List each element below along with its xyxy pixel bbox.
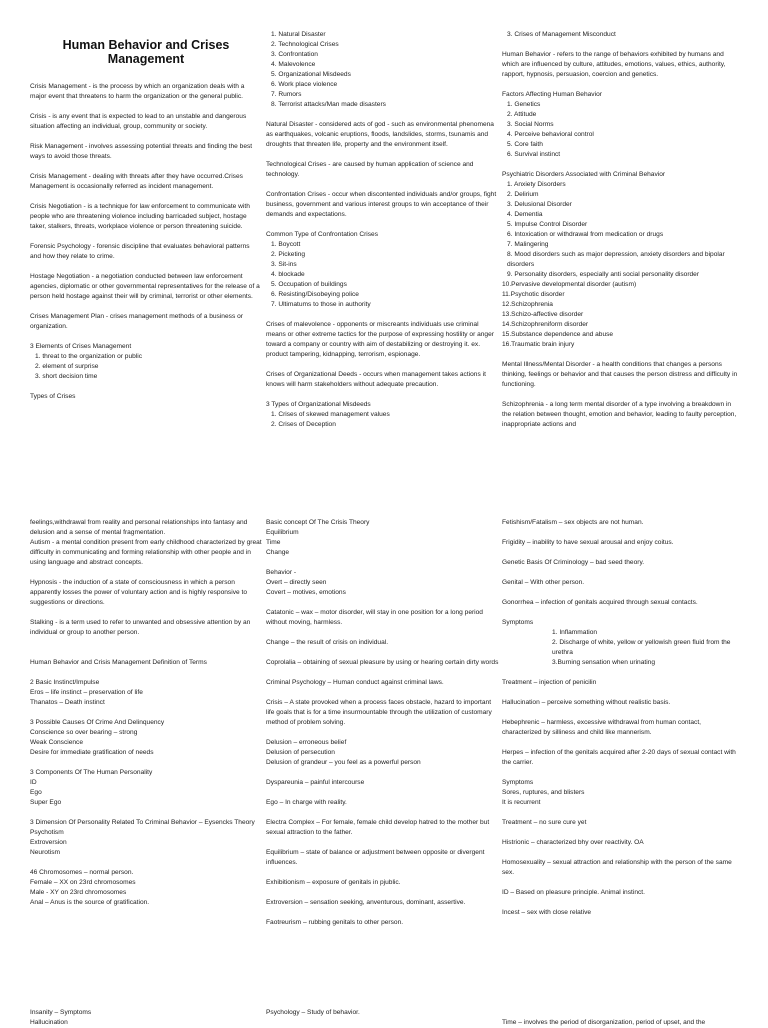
spacer (502, 768, 738, 778)
text-line: Weak Conscience (30, 739, 84, 746)
page-title: Human Behavior and Crises Management (62, 38, 230, 66)
spacer (30, 12, 262, 22)
spacer (30, 608, 262, 618)
text-line: Hostage Negotiation - a negotiation conducted between law enforcement agencies, diplomatic or other governmental representatives for the release of a person held hostage against their will by criminal, terrorist or other elements. (30, 273, 260, 300)
text-line: Faotreurism – rubbing genitals to other person. (266, 919, 404, 926)
text-line: 5. Occupation of buildings (271, 281, 347, 288)
text-line: 6. Work place violence (271, 81, 338, 88)
spacer (30, 668, 262, 678)
spacer (30, 102, 262, 112)
text-line: Dyspareunia – painful intercourse (266, 779, 365, 786)
spacer (502, 528, 738, 538)
text-line: Delusion of persecution (266, 749, 335, 756)
spacer (502, 708, 738, 718)
spacer (502, 608, 738, 618)
spacer (502, 688, 738, 698)
text-line: Symptoms (502, 619, 534, 626)
spacer (502, 668, 738, 678)
text-line: 10.Pervasive developmental disorder (autism) (502, 281, 637, 288)
text-line: 2. element of surprise (35, 363, 99, 370)
spacer (266, 360, 500, 370)
spacer (266, 688, 500, 698)
spacer (502, 80, 738, 90)
text-line: Natural Disaster - considered acts of god - such as environmental phenomena as earthquakes, volcanic eruptions, floods, landslides, storms, tsunamis and droughts that threaten life, property and the environment itself. (266, 121, 494, 148)
text-line: 8. Terrorist attacks/Man made disasters (271, 101, 386, 108)
spacer (502, 568, 738, 578)
text-line: 1. Natural Disaster (271, 31, 326, 38)
text-line: Crisis Management - dealing with threats after they have occurred.Crises Management is occasionally referred as incident management. (30, 173, 243, 190)
text-line: Ego (30, 789, 42, 796)
spacer (30, 332, 262, 342)
spacer (502, 390, 738, 400)
spacer (266, 598, 500, 608)
text-line: Sores, ruptures, and blisters (502, 789, 585, 796)
text-line: 46 Chromosomes – normal person. (30, 869, 134, 876)
spacer (30, 52, 262, 62)
text-line: Treatment – no sure cure yet (502, 819, 587, 826)
text-line: Catatonic – wax – motor disorder, will stay in one position for a long period without moving, harmless. (266, 609, 483, 626)
text-line: Gonorrhea – infection of genitals acquired through sexual contacts. (502, 599, 698, 606)
text-line: Female – XX on 23rd chromosomes (30, 879, 136, 886)
text-line: 6. Intoxication or withdrawal from medication or drugs (507, 231, 664, 238)
text-line: Treatment – injection of penicilin (502, 679, 597, 686)
text-line: 7. Malingering (507, 241, 549, 248)
text-line: Psychiatric Disorders Associated with Criminal Behavior (502, 171, 666, 178)
text-line: Basic concept Of The Crisis Theory (266, 519, 370, 526)
text-line: 3. Crises of Management Misconduct (507, 31, 616, 38)
text-line: 4. blockade (271, 271, 305, 278)
text-line: Extroversion – sensation seeking, anventurous, dominant, assertive. (266, 899, 466, 906)
spacer (266, 868, 500, 878)
spacer (266, 180, 500, 190)
text-line: Neurotism (30, 849, 61, 856)
spacer (266, 220, 500, 230)
text-line: 2. Picketing (271, 251, 306, 258)
text-line: Equilibrium – state of balance or adjustment between opposite or divergent influences. (266, 849, 485, 866)
text-line: 3. Confrontation (271, 51, 318, 58)
text-line: Factors Affecting Human Behavior (502, 91, 602, 98)
spacer (30, 132, 262, 142)
spacer (266, 310, 500, 320)
text-line: feelings,withdrawal from reality and personal relationships into fantasy and delusion and a sense of mental fragmentation. (30, 519, 248, 536)
column-6 (502, 518, 738, 918)
text-line: Human Behavior and Crisis Management Definition of Terms (30, 659, 207, 666)
text-line: Histrionic – characterized bhy over reactivity. OA (502, 839, 644, 846)
text-line: Hypnosis - the induction of a state of consciousness in which a person apparently losses the power of voluntary action and is highly responsive to suggestions or directions. (30, 579, 247, 606)
spacer (30, 708, 262, 718)
text-line: 3 Components Of The Human Personality (30, 769, 153, 776)
text-line: Crises Management Plan - crises management methods of a business or organization. (30, 313, 243, 330)
text-line: Criminal Psychology – Human conduct against criminal laws. (266, 679, 444, 686)
spacer (30, 808, 262, 818)
text-line: 1. Boycott (271, 241, 301, 248)
text-line: Technological Crises - are caused by human application of science and technology. (266, 161, 474, 178)
text-line: Genital – With other person. (502, 579, 585, 586)
text-line: Overt – directly seen (266, 579, 327, 586)
text-line: Hallucination – perceive something without realistic basis. (502, 699, 671, 706)
text-line: Delusion of grandeur – you feel as a powerful person (266, 759, 421, 766)
text-line: 1. Anxiety Disorders (507, 181, 566, 188)
text-line: Hebephrenic – harmless, excessive withdrawal from human contact, characterized by silliness and child like mannerism. (502, 719, 702, 736)
spacer (266, 150, 500, 160)
spacer (30, 62, 262, 72)
spacer (266, 558, 500, 568)
text-line: 2. Attitude (507, 111, 537, 118)
text-line: Eros – life instinct – preservation of life (30, 689, 143, 696)
column-7 (30, 1008, 262, 1028)
spacer (30, 192, 262, 202)
column-9 (502, 1018, 738, 1028)
text-line: 2. Delirium (507, 191, 539, 198)
spacer (502, 738, 738, 748)
text-line: Autism - a mental condition present from early childhood characterized by great difficulty in communicating and forming relationship with other people and in using language and abstract concepts. (30, 539, 262, 566)
spacer (30, 32, 262, 42)
spacer (502, 40, 738, 50)
text-line: Coprolalia – obtaining of sexual pleasure by using or hearing certain dirty words (266, 659, 499, 666)
text-line: 3 Dimension Of Personality Related To Criminal Behavior – Eysencks Theory (30, 819, 255, 826)
text-line: Fetishism/Fatalism – sex objects are not human. (502, 519, 644, 526)
spacer (266, 808, 500, 818)
spacer (266, 668, 500, 678)
text-line: Time – involves the period of disorganization, period of upset, and the (502, 1019, 706, 1026)
text-line: Herpes – infection of the genitals acquired after 2-20 days of sexual contact with the carrier. (502, 749, 736, 766)
text-line: Crises of Organizational Deeds - occurs when management takes actions it knows will harm stakeholders without adequate precaution. (266, 371, 486, 388)
spacer (30, 22, 262, 32)
text-line: Desire for immediate gratification of needs (30, 749, 154, 756)
text-line: Mental Illness/Mental Disorder - a health conditions that changes a persons thinking, feelings or behavior and that causes the person distress and difficulty in functioning. (502, 361, 738, 388)
text-line: Change – the result of crisis on individual. (266, 639, 389, 646)
text-line: Crisis - is any event that is expected to lead to an unstable and dangerous situation affecting an individual, group, community or society. (30, 113, 247, 130)
spacer (30, 858, 262, 868)
text-line: 3. Delusional Disorder (507, 201, 572, 208)
text-line: 3 Types of Organizational Misdeeds (266, 401, 371, 408)
spacer (30, 638, 262, 648)
spacer (30, 72, 262, 82)
text-line: Conscience so over bearing – strong (30, 729, 138, 736)
spacer (266, 908, 500, 918)
spacer (266, 838, 500, 848)
text-line: ID – Based on pleasure principle. Animal instinct. (502, 889, 645, 896)
spacer (30, 568, 262, 578)
text-line: 7. Rumors (271, 91, 302, 98)
spacer (502, 548, 738, 558)
text-line: Confrontation Crises - occur when discontented individuals and/or groups, fight business, government and various interest groups to win acceptance of their demands and expectations. (266, 191, 497, 218)
spacer (502, 878, 738, 888)
text-line: 6. Survival instinct (507, 151, 561, 158)
text-line: Genetic Basis Of Criminology – bad seed theory. (502, 559, 645, 566)
column-1 (30, 12, 262, 402)
text-line: 3.Burning sensation when urinating (552, 659, 656, 666)
spacer (30, 262, 262, 272)
spacer (266, 110, 500, 120)
text-line: Human Behavior - refers to the range of behaviors exhibited by humans and which are influenced by culture, attitudes, emotions, values, ethics, authority, rapport, hypnosis, persuasion, coercion and genetics. (502, 51, 726, 78)
text-line: 16.Traumatic brain injury (502, 341, 575, 348)
text-line: Homosexuality – sexual attraction and relationship with the person of the same sex. (502, 859, 732, 876)
spacer (266, 788, 500, 798)
text-line: Frigidity – inability to have sexual arousal and enjoy coitus. (502, 539, 674, 546)
text-line: 4. Dementia (507, 211, 543, 218)
text-line: Crisis – A state provoked when a process faces obstacle, hazard to important life goals that is for a time insurmountable through the utilization of customary method of problem solving. (266, 699, 492, 726)
text-line: Forensic Psychology - forensic discipline that evaluates behavioral patterns and how they relate to crime. (30, 243, 250, 260)
text-line: Time (266, 539, 281, 546)
text-line: 2 Basic Instinct/Impulse (30, 679, 100, 686)
spacer (502, 898, 738, 908)
spacer (30, 302, 262, 312)
spacer (266, 390, 500, 400)
spacer (502, 588, 738, 598)
text-line: 2. Technological Crises (271, 41, 339, 48)
text-line: Types of Crises (30, 393, 76, 400)
column-5 (266, 518, 500, 928)
text-line: 8. Mood disorders such as major depression, anxiety disorders and bipolar disorders (507, 251, 725, 268)
text-line: 5. Organizational Misdeeds (271, 71, 351, 78)
text-line: Behavior - (266, 569, 297, 576)
text-line: Crisis Negotiation - is a technique for law enforcement to communicate with people who are threatening violence including barricaded subject, hostage taker, stalkers, threats, workplace violence or person threatening suicide. (30, 203, 250, 230)
text-line: 7. Ultimatums to those in authority (271, 301, 371, 308)
text-line: 3. short decision time (35, 373, 98, 380)
text-line: 5. Impulse Control Disorder (507, 221, 588, 228)
text-line: Thanatos – Death instinct (30, 699, 105, 706)
text-line: Incest – sex with close relative (502, 909, 592, 916)
column-8 (266, 1008, 500, 1018)
text-line: Crisis Management - is the process by which an organization deals with a major event that threatens to harm the organization or the general public. (30, 83, 245, 100)
text-line: 3. Social Norms (507, 121, 554, 128)
text-line: Schizophrenia - a long term mental disorder of a type involving a breakdown in the relation between thought, emotion and behavior, leading to faulty perception, inappropriate actions and (502, 401, 737, 428)
column-4 (30, 518, 262, 908)
spacer (266, 728, 500, 738)
text-line: Hallucination (30, 1019, 68, 1026)
spacer (30, 648, 262, 658)
text-line: Ego – In charge with reality. (266, 799, 347, 806)
text-line: 6. Resisting/Disobeying police (271, 291, 359, 298)
text-line: ID (30, 779, 37, 786)
text-line: Change (266, 549, 290, 556)
spacer (30, 162, 262, 172)
text-line: 15.Substance dependence and abuse (502, 331, 614, 338)
text-line: 1. threat to the organization or public (35, 353, 143, 360)
spacer (266, 628, 500, 638)
spacer (266, 888, 500, 898)
text-line: 1. Inflammation (552, 629, 598, 636)
text-line: Symptoms (502, 779, 534, 786)
text-line: 14.Schizophreniform disorder (502, 321, 589, 328)
text-line: 3. Sit-ins (271, 261, 297, 268)
text-line: It is recurrent (502, 799, 541, 806)
spacer (30, 758, 262, 768)
text-line: Psychotism (30, 829, 64, 836)
text-line: Covert – motives, emotions (266, 589, 346, 596)
text-line: 12.Schizophrenia (502, 301, 553, 308)
column-3 (502, 30, 738, 430)
text-line: 3 Possible Causes Of Crime And Delinquency (30, 719, 165, 726)
text-line: 2. Discharge of white, yellow or yellowish green fluid from the urethra (552, 639, 731, 656)
text-line: Insanity – Symptoms (30, 1009, 92, 1016)
spacer (30, 382, 262, 392)
text-line: 2. Crises of Deception (271, 421, 336, 428)
text-line: Super Ego (30, 799, 62, 806)
text-line: 3 Elements of Crises Management (30, 343, 132, 350)
text-line: Stalking - is a term used to refer to unwanted and obsessive attention by an individual or group to another person. (30, 619, 251, 636)
text-line: Extroversion (30, 839, 67, 846)
column-2 (266, 30, 500, 430)
spacer (502, 828, 738, 838)
text-line: 5. Core faith (507, 141, 543, 148)
spacer (30, 232, 262, 242)
spacer (502, 848, 738, 858)
text-line: Exhibitionism – exposure of genitals in pjublic. (266, 879, 401, 886)
text-line: 4. Malevolence (271, 61, 316, 68)
text-line: Anal – Anus is the source of gratification. (30, 899, 150, 906)
spacer (502, 350, 738, 360)
text-line: 1. Crises of skewed management values (271, 411, 390, 418)
text-line: Psychology – Study of behavior. (266, 1009, 360, 1016)
text-line: Male - XY on 23rd chromosomes (30, 889, 127, 896)
text-line: 1. Genetics (507, 101, 541, 108)
spacer (502, 160, 738, 170)
text-line: Common Type of Confrontation Crises (266, 231, 379, 238)
text-line: Electra Complex – For female, female child develop hatred to the mother but sexual attraction to the father. (266, 819, 490, 836)
spacer (30, 42, 262, 52)
text-line: 13.Schizo-affective disorder (502, 311, 584, 318)
text-line: Risk Management - involves assessing potential threats and finding the best ways to avoid those threats. (30, 143, 253, 160)
text-line: Crises of malevolence - opponents or miscreants individuals use criminal means or other extreme tactics for the purpose of expressing hostility or anger toward a company or country with aim of destabilizing or destroying it. ex. product tampering, kidnapping, terrorism, espionage. (266, 321, 494, 358)
text-line: Delusion – erroneous belief (266, 739, 347, 746)
spacer (266, 768, 500, 778)
text-line: 4. Perceive behavioral control (507, 131, 594, 138)
text-line: 9. Personality disorders, especially anti social personality disorder (507, 271, 700, 278)
text-line: 11.Psychotic disorder (502, 291, 565, 298)
spacer (502, 808, 738, 818)
text-line: Equilibrium (266, 529, 299, 536)
spacer (266, 648, 500, 658)
